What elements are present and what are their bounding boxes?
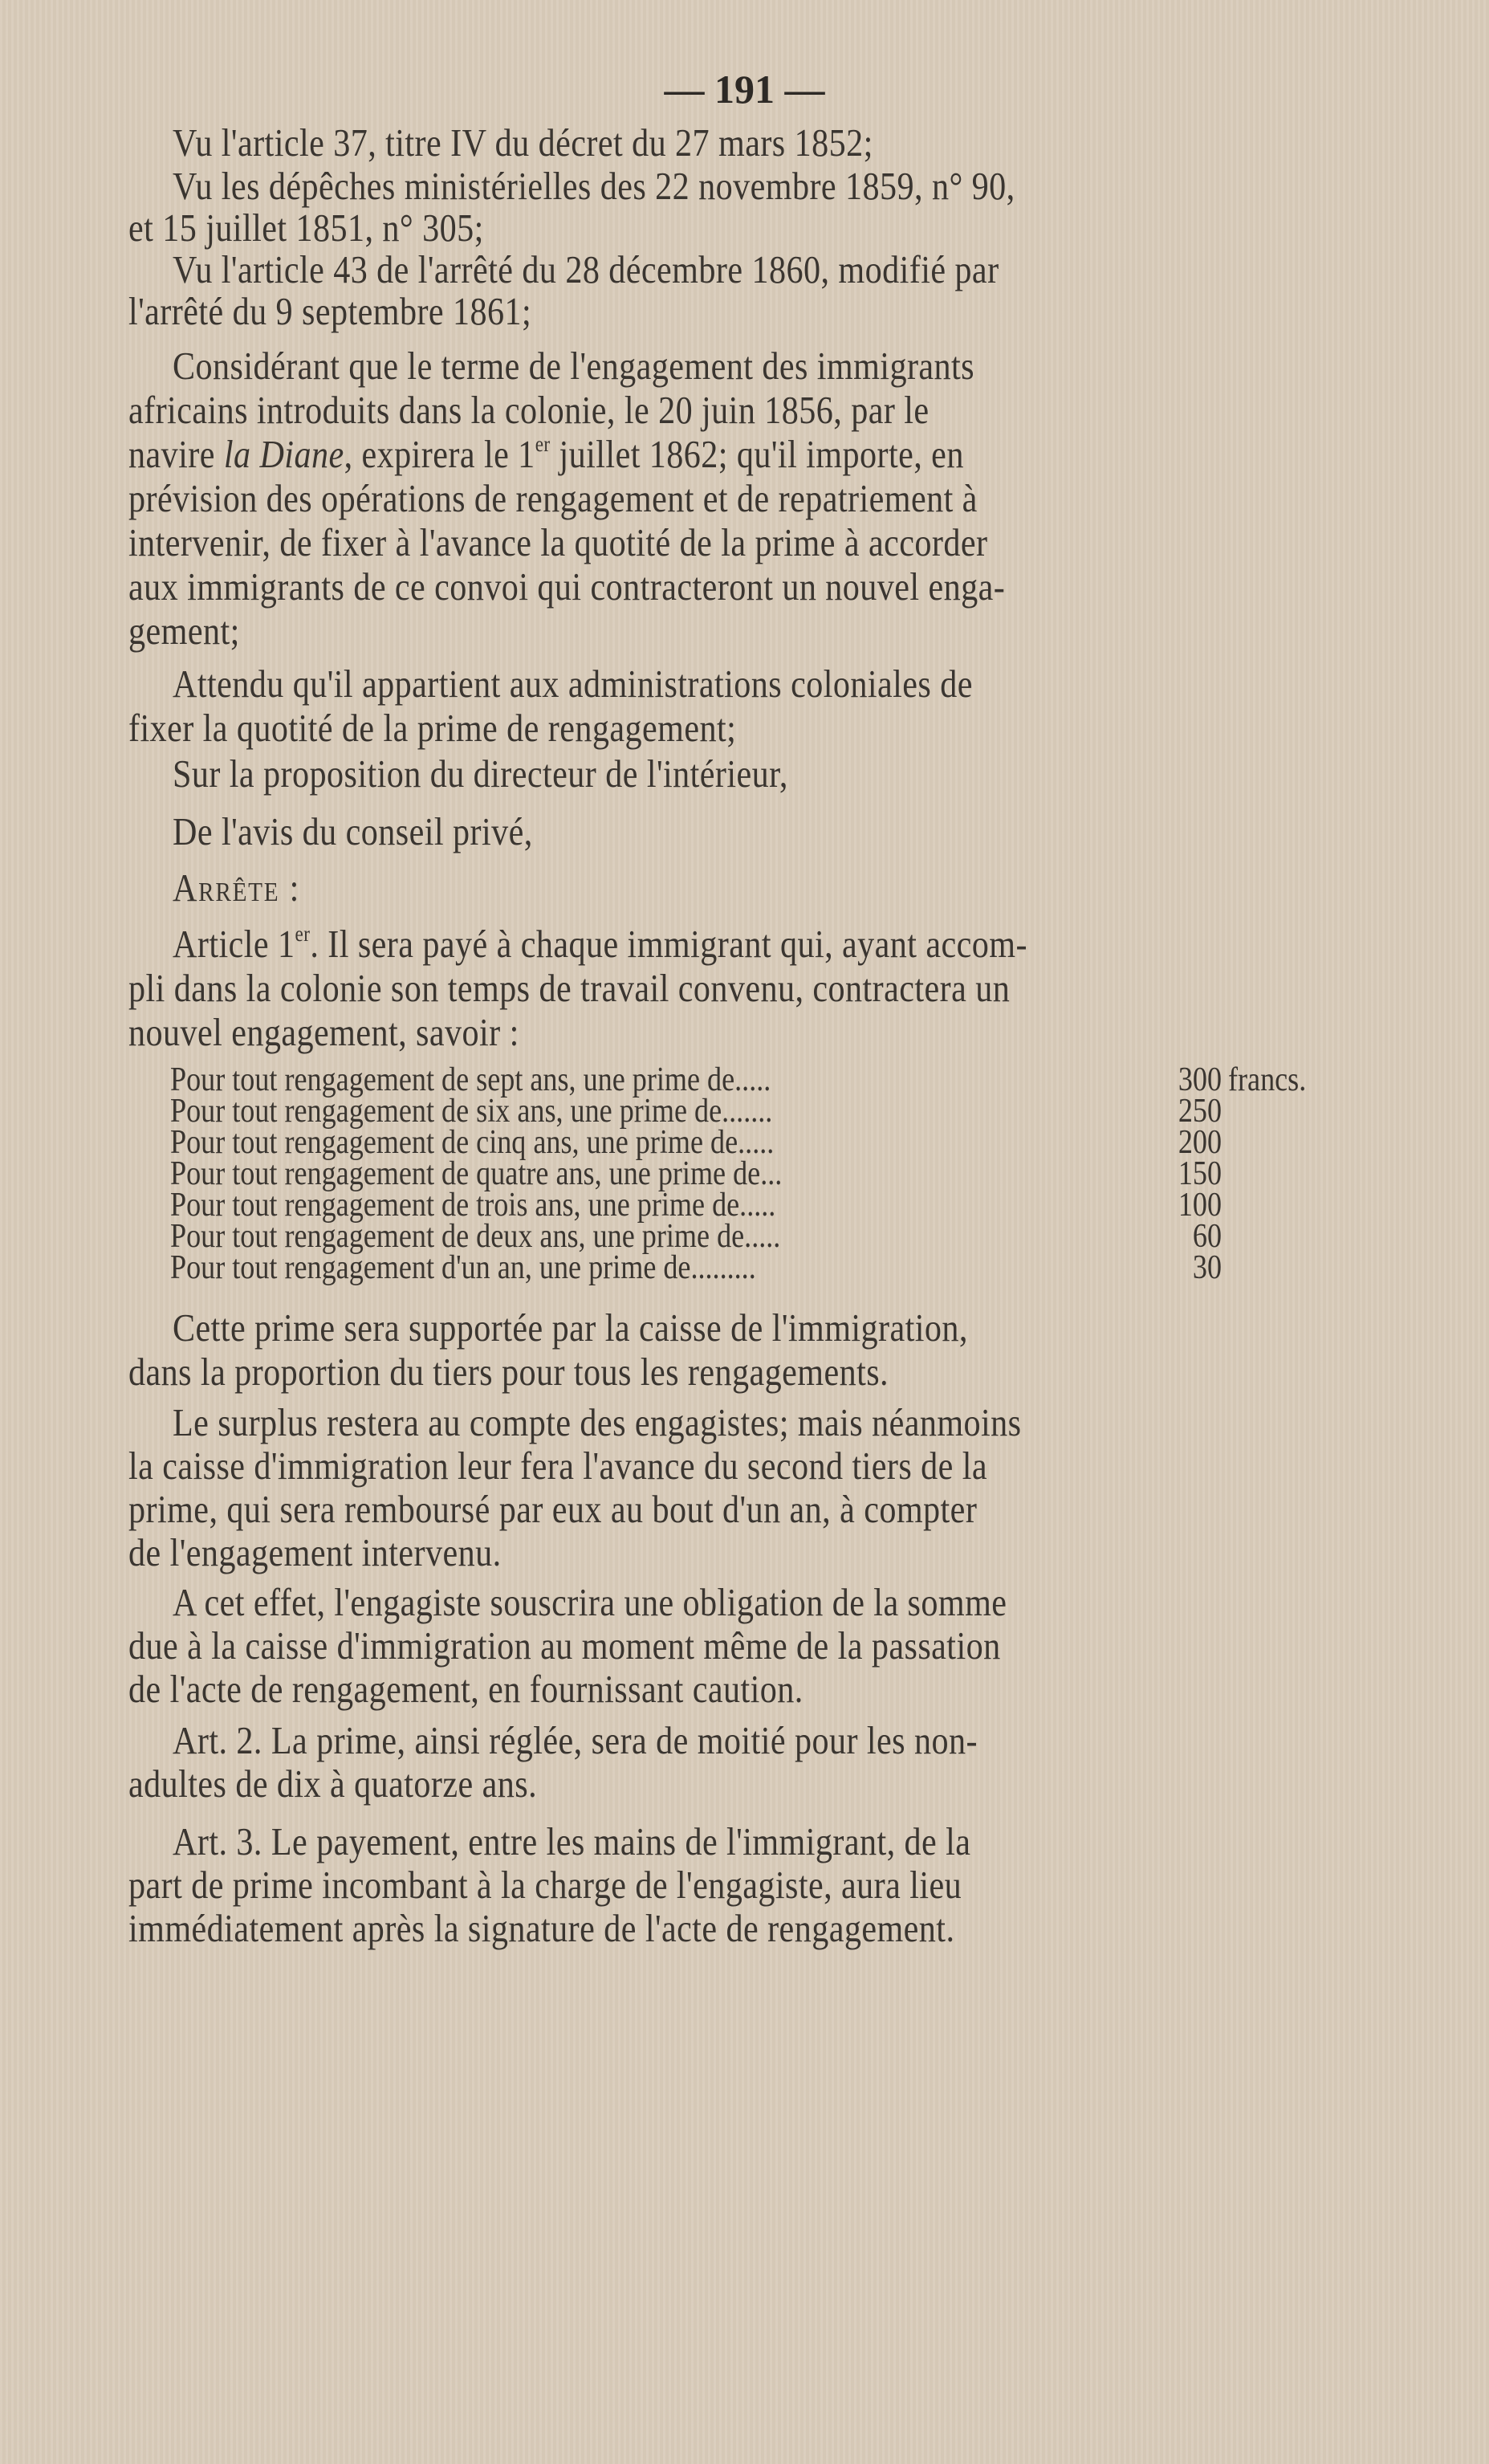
paragraph-vu-depeches-line2: et 15 juillet 1851, n° 305; <box>128 206 484 250</box>
paragraph-sur-proposition: Sur la proposition du directeur de l'intérieur, <box>173 751 788 796</box>
paragraph-vu-depeches-line1: Vu les dépêches ministérielles des 22 novembre 1859, n° 90, <box>173 164 1015 208</box>
row-amount: 30 <box>1192 1249 1222 1286</box>
article-1-line3: nouvel engagement, savoir : <box>128 1010 519 1054</box>
ship-name: la Diane <box>223 432 344 476</box>
text: , expirera le 1 <box>344 432 535 476</box>
row-label: Pour tout rengagement de sept ans, une prime de..... <box>170 1061 771 1098</box>
row-amount: 60 <box>1192 1218 1222 1255</box>
text: Article 1 <box>173 922 295 966</box>
paragraph-cette-prime-line2: dans la proportion du tiers pour tous les rengagements. <box>128 1350 889 1394</box>
row-label: Pour tout rengagement de trois ans, une prime de..... <box>170 1187 776 1224</box>
superscript: er <box>295 921 311 946</box>
paragraph-surplus-line3: prime, qui sera remboursé par eux au bout d'un an, à compter <box>128 1487 978 1531</box>
article-3-line1: Art. 3. Le payement, entre les mains de l'immigrant, de la <box>173 1819 971 1863</box>
paragraph-surplus-line1: Le surplus restera au compte des engagistes; mais néanmoins <box>173 1400 1022 1444</box>
paragraph-considerant-line4: prévision des opérations de rengagement et de repatriement à <box>128 476 978 520</box>
row-label: Pour tout rengagement de six ans, une prime de....... <box>170 1093 773 1130</box>
paragraph-effet-line1: A cet effet, l'engagiste souscrira une obligation de la somme <box>173 1580 1007 1624</box>
article-3-line2: part de prime incombant à la charge de l'engagiste, aura lieu <box>128 1863 962 1907</box>
paragraph-effet-line2: due à la caisse d'immigration au moment même de la passation <box>128 1623 1001 1668</box>
text: juillet 1862; qu'il importe, en <box>550 432 964 476</box>
paragraph-cette-prime-line1: Cette prime sera supportée par la caisse de l'immigration, <box>173 1305 968 1350</box>
paragraph-vu-decret: Vu l'article 37, titre IV du décret du 27 mars 1852; <box>173 120 873 165</box>
row-amount: 100 <box>1178 1187 1222 1224</box>
article-2-line2: adultes de dix à quatorze ans. <box>128 1761 538 1806</box>
paragraph-considerant-line2: africains introduits dans la colonie, le 20 juin 1856, par le <box>128 388 930 432</box>
paragraph-considerant-line3 <box>128 431 964 476</box>
article-3-line3: immédiatement après la signature de l'acte de rengagement. <box>128 1906 955 1950</box>
row-label: Pour tout rengagement de deux ans, une prime de..... <box>170 1218 781 1255</box>
article-1-line1 <box>173 923 1027 965</box>
paragraph-attendu-line2: fixer la quotité de la prime de rengagement; <box>128 706 737 750</box>
paragraph-effet-line3: de l'acte de rengagement, en fournissant caution. <box>128 1667 803 1711</box>
paragraph-surplus-line2: la caisse d'immigration leur fera l'avance du second tiers de la <box>128 1444 988 1488</box>
paragraph-avis: De l'avis du conseil privé, <box>173 809 533 853</box>
paragraph-considerant-line1: Considérant que le terme de l'engagement des immigrants <box>173 344 975 388</box>
row-amount: 150 <box>1178 1155 1222 1192</box>
paragraph-vu-arrete-line2: l'arrêté du 9 septembre 1861; <box>128 289 532 333</box>
paragraph-considerant-line5: intervenir, de fixer à l'avance la quotité de la prime à accorder <box>128 520 988 564</box>
row-label: Pour tout rengagement de cinq ans, une prime de..... <box>170 1124 775 1161</box>
row-unit: francs. <box>1228 1061 1307 1098</box>
article-2-line1: Art. 2. La prime, ainsi réglée, sera de moitié pour les non- <box>173 1718 978 1762</box>
row-amount: 250 <box>1178 1093 1222 1130</box>
superscript: er <box>535 431 551 456</box>
row-label: Pour tout rengagement de quatre ans, une prime de... <box>170 1155 783 1192</box>
paragraph-surplus-line4: de l'engagement intervenu. <box>128 1530 502 1574</box>
page-number: — 191 — <box>664 67 825 112</box>
paragraph-attendu-line1: Attendu qu'il appartient aux administrations coloniales de <box>173 662 973 706</box>
row-label: Pour tout rengagement d'un an, une prime de......... <box>170 1249 756 1286</box>
paragraph-considerant-line7: gement; <box>128 609 240 653</box>
article-1-line2: pli dans la colonie son temps de travail convenu, contractera un <box>128 966 1011 1010</box>
paragraph-considerant-line6: aux immigrants de ce convoi qui contracteront un nouvel enga- <box>128 564 1006 609</box>
row-amount: 200 <box>1178 1124 1222 1161</box>
paragraph-vu-arrete-line1: Vu l'article 43 de l'arrêté du 28 décembre 1860, modifié par <box>173 247 999 291</box>
row-amount: 300 <box>1178 1061 1222 1098</box>
text: navire <box>128 432 224 476</box>
text: . Il sera payé à chaque immigrant qui, ayant accom- <box>310 922 1027 966</box>
heading-arrete: Arrête : <box>173 865 301 910</box>
